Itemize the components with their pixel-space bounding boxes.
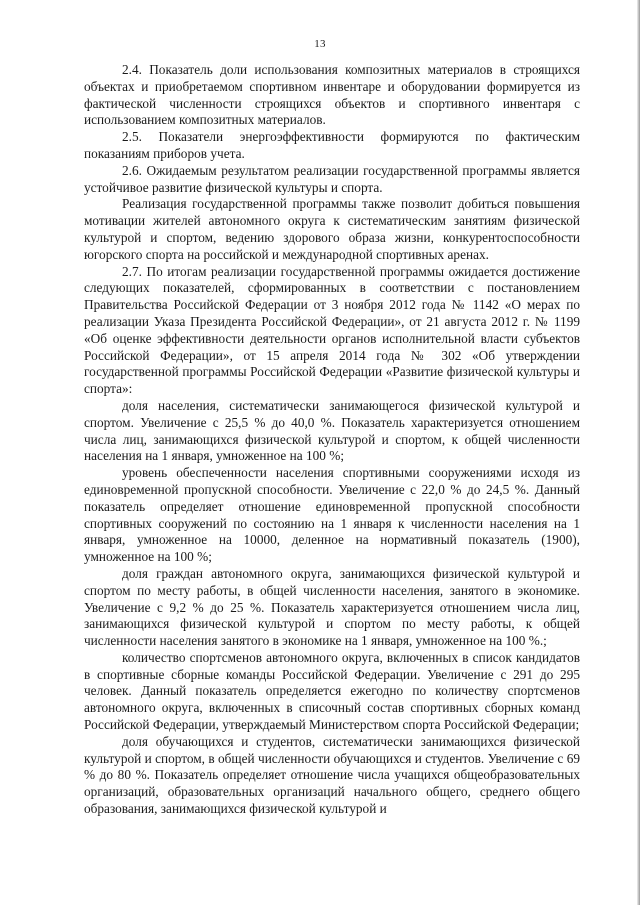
indicator-students-share: доля обучающихся и студентов, систематически занимающихся физической культурой и спортом, в общей численности обучающихся и студентов. Увеличение с 69 % до 80 %. Показатель определяет отношение числа учащихся общеобразовательных организаций, образовательных организаций начального общего, среднего общего образования, занимающихся физической культурой и <box>84 733 580 817</box>
document-body <box>84 62 580 818</box>
page-number: 13 <box>314 38 326 50</box>
indicator-population-share: доля населения, систематически занимающегося физической культурой и спортом. Увеличение с 25,5 % до 40,0 %. Показатель характеризуется отношением числа лиц, занимающихся физической культурой и спортом, к общей численности населения на 1 января, умноженное на 100 %; <box>84 397 580 464</box>
paragraph-2-4: 2.4. Показатель доли использования композитных материалов в строящихся объектах и приобретаемом спортивном инвентаре и оборудовании формируется из фактической численности строящихся объектов и спортивного инвентаря с использованием композитных материалов. <box>84 62 580 128</box>
paragraph-realization: Реализация государственной программы также позволит добиться повышения мотивации жителей автономного округа к систематическим занятиям физической культурой и спортом, ведению здорового образа жизни, конкурентоспособности югорского спорта на российской и международной спортивных аренах. <box>84 196 580 262</box>
paragraph-2-6: 2.6. Ожидаемым результатом реализации государственной программы является устойчивое развитие физической культуры и спорта. <box>84 162 580 195</box>
indicator-facility-provision: уровень обеспеченности населения спортивными сооружениями исходя из единовременной пропускной способности. Увеличение с 22,0 % до 24,5 %. Данный показатель определяет отношение единовременной пропускной способности спортивных сооружений по состоянию на 1 января к численности населения на 1 января, умноженное на 10000, деленное на нормативный показатель (1900), умноженное на 100 %; <box>84 465 580 565</box>
indicator-workplace-sport: доля граждан автономного округа, занимающихся физической культурой и спортом по месту работы, в общей численности населения, занятого в экономике. Увеличение с 9,2 % до 25 %. Показатель характеризуется отношением числа лиц, занимающихся физической культурой и спортом по месту работы, к общей численности населения занятого в экономике на 1 января, умноженное на 100 %.; <box>84 565 580 649</box>
paragraph-2-7: 2.7. По итогам реализации государственной программы ожидается достижение следующих показателей, сформированных в соответствии с постановлением Правительства Российской Федерации от 3 ноября 2012 года № 1142 «О мерах по реализации Указа Президента Российской Федерации», от 21 августа 2012 г. № 1199 «Об оценке эффективности деятельности органов исполнительной власти субъектов Российской Федерации», от 15 апреля 2014 года № 302 «Об утверждении государственной программы Российской Федерации «Развитие физической культуры и спорта»: <box>84 263 580 397</box>
indicator-national-team-candidates: количество спортсменов автономного округа, включенных в список кандидатов в спортивные сборные команды Российской Федерации. Увеличение с 291 до 295 человек. Данный показатель определяется ежегодно по количеству спортсменов автономного округа, включенных в списочный состав спортивных сборных команд Российской Федерации, утверждаемый Министерством спорта Российской Федерации; <box>84 649 580 733</box>
paragraph-2-5: 2.5. Показатели энергоэффективности формируются по фактическим показаниям приборов учета. <box>84 129 580 161</box>
